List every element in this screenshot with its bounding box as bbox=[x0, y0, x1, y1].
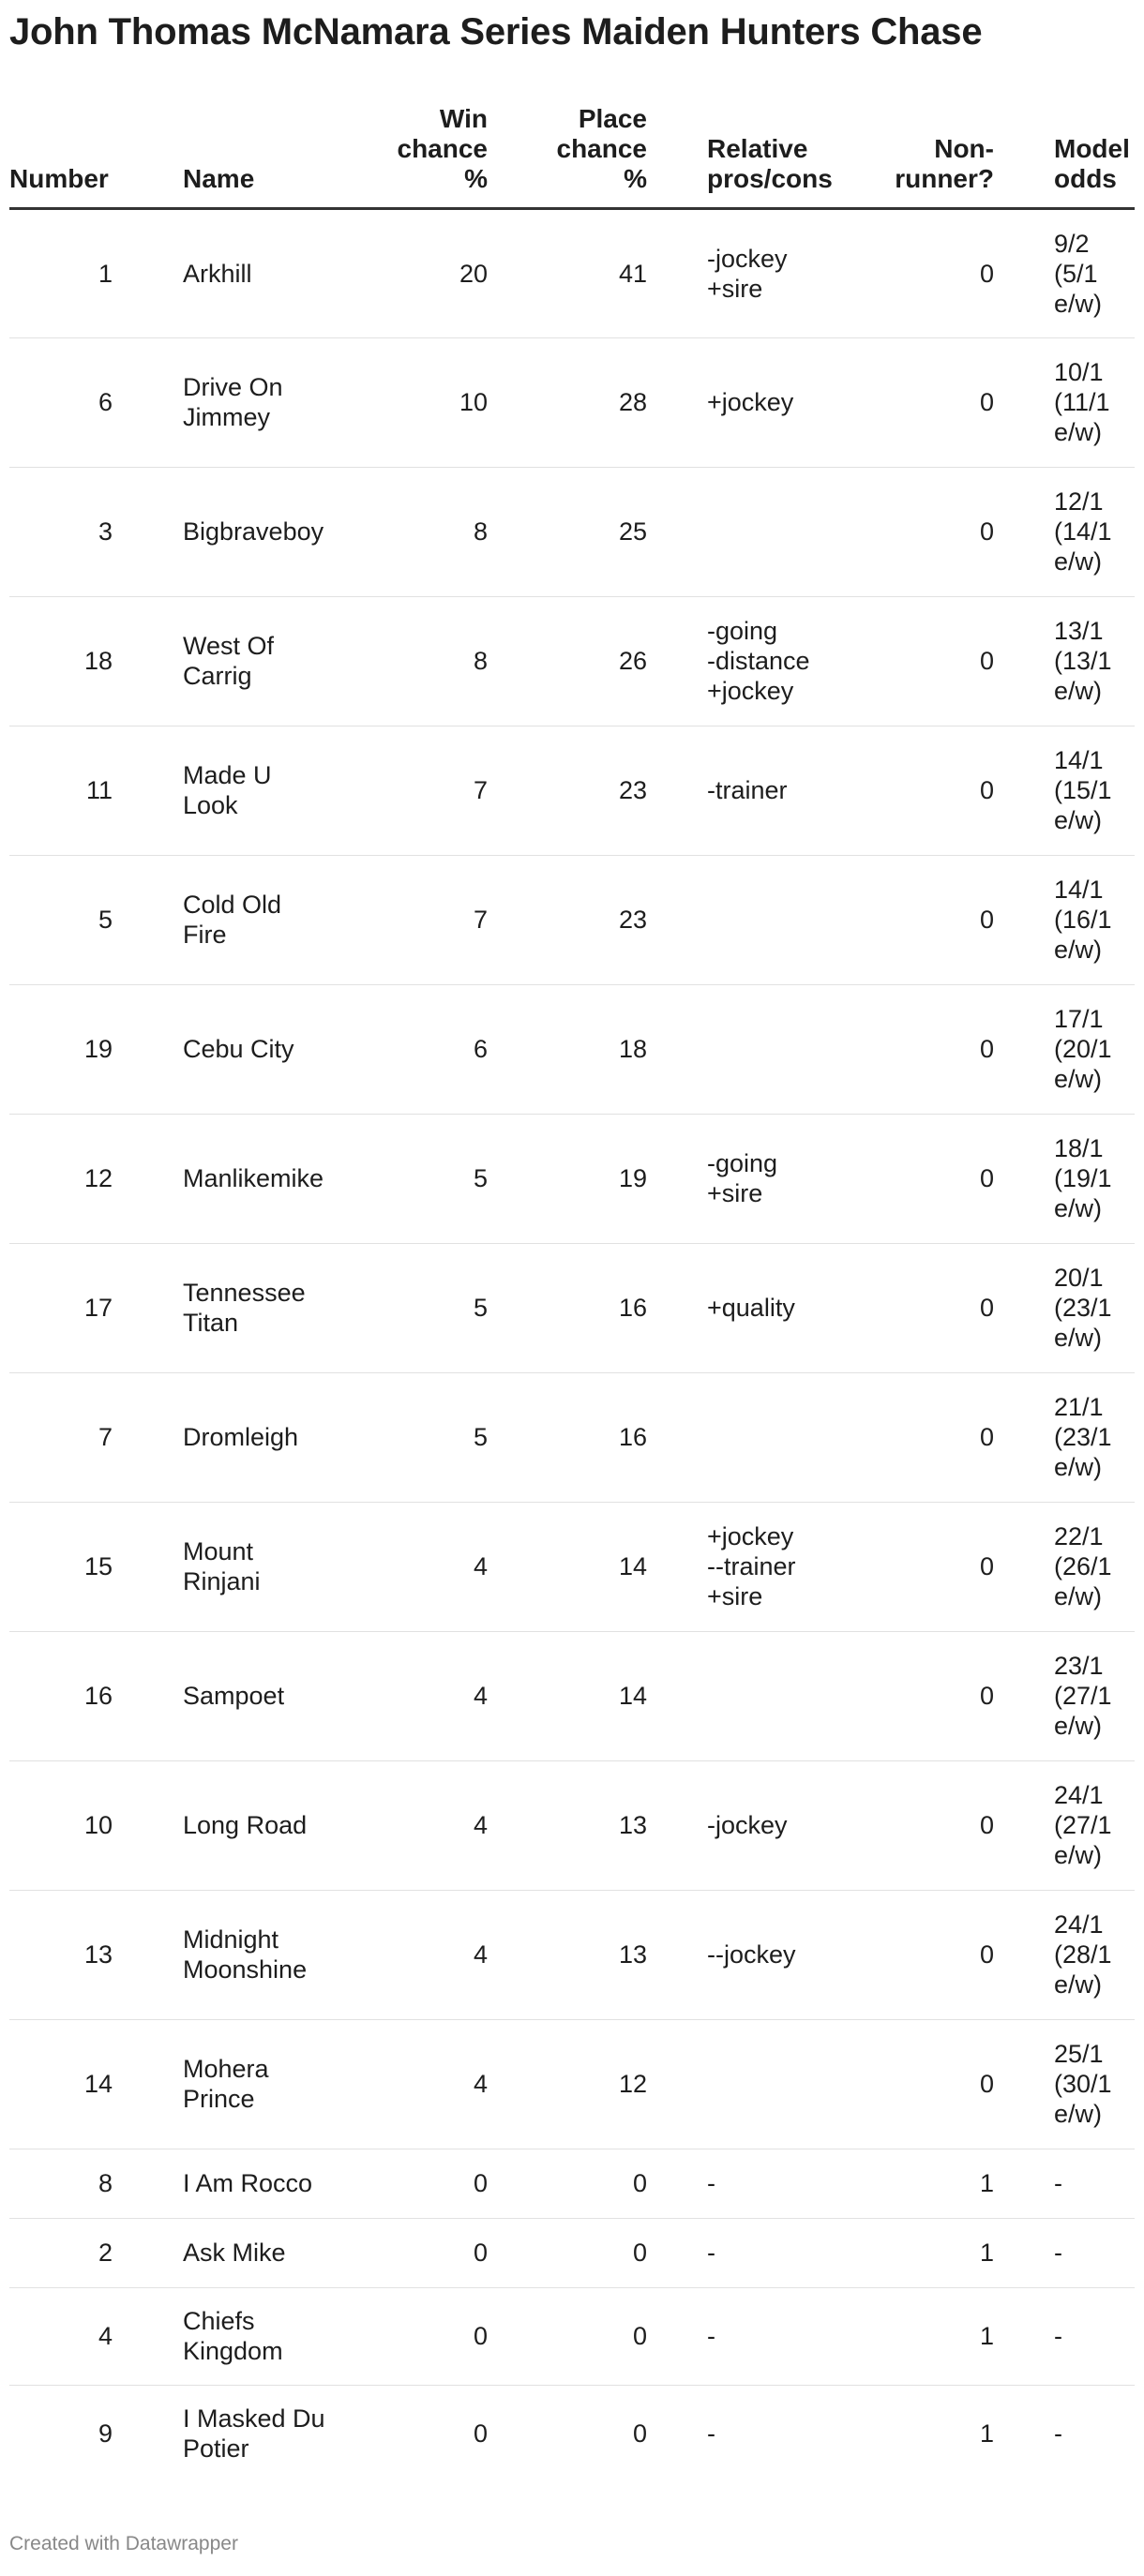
cell-non-runner-text: 0 bbox=[979, 1682, 994, 1710]
cell-model-odds bbox=[994, 1760, 1135, 1890]
cell-win-chance-text: 5 bbox=[473, 1164, 488, 1192]
cell-win-chance-text: 7 bbox=[473, 776, 488, 804]
cell-win-chance-text: 0 bbox=[473, 2169, 488, 2197]
cell-model-odds-text: 9/2 (5/1 e/w) bbox=[1054, 229, 1103, 318]
cell-place-chance-text: 26 bbox=[618, 647, 647, 675]
cell-name bbox=[122, 984, 328, 1114]
cell-number-text: 16 bbox=[83, 1682, 113, 1710]
cell-number-text: 8 bbox=[98, 2169, 113, 2197]
cell-non-runner-text: 0 bbox=[979, 1552, 994, 1580]
table-row bbox=[9, 1760, 1135, 1890]
cell-place-chance bbox=[488, 2218, 647, 2287]
cell-model-odds bbox=[994, 337, 1135, 467]
table-row bbox=[9, 1890, 1135, 2019]
cell-number-text: 18 bbox=[83, 647, 113, 675]
cell-place-chance bbox=[488, 337, 647, 467]
cell-win-chance bbox=[328, 1114, 488, 1243]
cell-pros-cons-text: -jockey bbox=[707, 1811, 788, 1839]
cell-model-odds bbox=[994, 596, 1135, 726]
table-row bbox=[9, 726, 1135, 855]
table-row bbox=[9, 1372, 1135, 1502]
cell-pros-cons bbox=[647, 1631, 844, 1760]
cell-number bbox=[9, 1890, 122, 2019]
table-row bbox=[9, 855, 1135, 984]
cell-name-text: Mohera Prince bbox=[183, 2055, 269, 2113]
cell-non-runner bbox=[844, 1631, 994, 1760]
cell-win-chance bbox=[328, 726, 488, 855]
cell-win-chance bbox=[328, 208, 488, 337]
cell-non-runner bbox=[844, 2218, 994, 2287]
cell-win-chance-text: 4 bbox=[473, 1552, 488, 1580]
cell-model-odds bbox=[994, 2218, 1135, 2287]
cell-non-runner bbox=[844, 1372, 994, 1502]
cell-win-chance-text: 4 bbox=[473, 2070, 488, 2098]
datawrapper-credit[interactable]: Created with Datawrapper bbox=[9, 2533, 238, 2554]
cell-name bbox=[122, 726, 328, 855]
cell-number-text: 6 bbox=[98, 388, 113, 416]
cell-non-runner-text: 0 bbox=[979, 1423, 994, 1451]
cell-place-chance-text: 19 bbox=[618, 1164, 647, 1192]
cell-pros-cons-text: +jockey bbox=[707, 388, 794, 416]
cell-number-text: 1 bbox=[98, 259, 113, 288]
cell-model-odds-text: - bbox=[1054, 2169, 1062, 2197]
cell-non-runner-text: 1 bbox=[979, 2419, 994, 2449]
cell-non-runner bbox=[844, 1243, 994, 1372]
cell-name bbox=[122, 1243, 328, 1372]
cell-model-odds bbox=[994, 984, 1135, 1114]
cell-place-chance-text: 25 bbox=[618, 517, 647, 546]
cell-model-odds bbox=[994, 1372, 1135, 1502]
cell-name-text: Ask Mike bbox=[183, 2239, 286, 2267]
cell-pros-cons bbox=[647, 1760, 844, 1890]
cell-non-runner bbox=[844, 726, 994, 855]
cell-pros-cons-text: - bbox=[707, 2239, 715, 2267]
cell-model-odds bbox=[994, 1890, 1135, 2019]
cell-model-odds-text: 17/1 (20/1 e/w) bbox=[1054, 1005, 1112, 1093]
cell-name-text: Drive On Jimmey bbox=[183, 373, 283, 431]
cell-number bbox=[9, 2287, 122, 2385]
cell-win-chance-text: 6 bbox=[473, 1035, 488, 1063]
cell-place-chance-text: 0 bbox=[632, 2239, 647, 2267]
cell-place-chance bbox=[488, 726, 647, 855]
cell-non-runner bbox=[844, 1114, 994, 1243]
cell-place-chance bbox=[488, 2385, 647, 2482]
cell-place-chance bbox=[488, 1114, 647, 1243]
cell-pros-cons-text: -going -distance +jockey bbox=[707, 617, 810, 705]
cell-name bbox=[122, 2287, 328, 2385]
cell-place-chance-text: 12 bbox=[618, 2070, 647, 2098]
cell-number-text: 7 bbox=[98, 1423, 113, 1451]
cell-pros-cons-text: +quality bbox=[707, 1294, 795, 1322]
cell-name-text: Cebu City bbox=[183, 1035, 294, 1063]
cell-number bbox=[9, 1760, 122, 1890]
cell-pros-cons-text: -going +sire bbox=[707, 1149, 778, 1207]
cell-name-text: Chiefs Kingdom bbox=[183, 2307, 283, 2365]
cell-model-odds-text: 23/1 (27/1 e/w) bbox=[1054, 1652, 1112, 1740]
cell-model-odds-text: 10/1 (11/1 e/w) bbox=[1054, 358, 1110, 446]
cell-name bbox=[122, 1631, 328, 1760]
cell-pros-cons bbox=[647, 2149, 844, 2218]
cell-non-runner-text: 0 bbox=[979, 1164, 994, 1192]
cell-pros-cons bbox=[647, 2287, 844, 2385]
header-row bbox=[9, 103, 1135, 208]
cell-pros-cons-text: +jockey --trainer +sire bbox=[707, 1522, 796, 1610]
table-row bbox=[9, 337, 1135, 467]
cell-number bbox=[9, 855, 122, 984]
cell-non-runner bbox=[844, 2149, 994, 2218]
cell-non-runner-text: 0 bbox=[979, 259, 994, 288]
cell-model-odds bbox=[994, 855, 1135, 984]
runners-table bbox=[9, 103, 1135, 2482]
table-row bbox=[9, 1114, 1135, 1243]
cell-model-odds-text: 18/1 (19/1 e/w) bbox=[1054, 1134, 1112, 1222]
cell-name bbox=[122, 1502, 328, 1631]
cell-model-odds-text: - bbox=[1054, 2239, 1062, 2267]
cell-place-chance bbox=[488, 467, 647, 596]
cell-win-chance bbox=[328, 337, 488, 467]
cell-non-runner-text: 0 bbox=[979, 1035, 994, 1063]
cell-pros-cons bbox=[647, 1243, 844, 1372]
table-row bbox=[9, 2149, 1135, 2218]
cell-win-chance bbox=[328, 2149, 488, 2218]
cell-win-chance bbox=[328, 467, 488, 596]
cell-model-odds-text: 21/1 (23/1 e/w) bbox=[1054, 1393, 1112, 1481]
table-row bbox=[9, 2287, 1135, 2385]
cell-number-text: 12 bbox=[83, 1164, 113, 1192]
cell-non-runner-text: 1 bbox=[979, 2169, 994, 2197]
cell-place-chance-text: 0 bbox=[632, 2322, 647, 2350]
cell-win-chance-text: 20 bbox=[459, 259, 488, 288]
cell-non-runner bbox=[844, 1502, 994, 1631]
cell-model-odds-text: 13/1 (13/1 e/w) bbox=[1054, 617, 1112, 705]
cell-win-chance bbox=[328, 1243, 488, 1372]
cell-non-runner-text: 1 bbox=[979, 2239, 994, 2267]
cell-pros-cons bbox=[647, 984, 844, 1114]
cell-model-odds bbox=[994, 1631, 1135, 1760]
cell-model-odds-text: 12/1 (14/1 e/w) bbox=[1054, 487, 1112, 576]
cell-win-chance-text: 8 bbox=[473, 517, 488, 546]
cell-name-text: I Am Rocco bbox=[183, 2169, 313, 2197]
cell-win-chance bbox=[328, 984, 488, 1114]
cell-non-runner-text: 0 bbox=[979, 2070, 994, 2098]
cell-win-chance-text: 5 bbox=[473, 1294, 488, 1322]
cell-non-runner-text: 0 bbox=[979, 1811, 994, 1839]
cell-model-odds-text: 14/1 (15/1 e/w) bbox=[1054, 746, 1112, 834]
cell-number bbox=[9, 726, 122, 855]
cell-pros-cons-text: --jockey bbox=[707, 1940, 796, 1969]
cell-win-chance-text: 5 bbox=[473, 1423, 488, 1451]
cell-pros-cons-text: - bbox=[707, 2322, 715, 2350]
cell-model-odds bbox=[994, 2149, 1135, 2218]
cell-number-text: 5 bbox=[98, 906, 113, 934]
cell-place-chance-text: 0 bbox=[632, 2419, 647, 2449]
cell-place-chance-text: 18 bbox=[618, 1035, 647, 1063]
cell-place-chance-text: 0 bbox=[632, 2169, 647, 2197]
cell-place-chance-text: 13 bbox=[618, 1811, 647, 1839]
cell-win-chance bbox=[328, 1760, 488, 1890]
cell-win-chance bbox=[328, 1502, 488, 1631]
cell-non-runner-text: 0 bbox=[979, 388, 994, 416]
cell-model-odds-text: - bbox=[1054, 2419, 1062, 2449]
cell-pros-cons bbox=[647, 1502, 844, 1631]
cell-place-chance-text: 23 bbox=[618, 906, 647, 934]
cell-name bbox=[122, 2149, 328, 2218]
cell-win-chance-text: 4 bbox=[473, 1682, 488, 1710]
cell-non-runner bbox=[844, 2019, 994, 2149]
cell-name bbox=[122, 2019, 328, 2149]
cell-model-odds bbox=[994, 2019, 1135, 2149]
cell-place-chance bbox=[488, 208, 647, 337]
cell-name bbox=[122, 208, 328, 337]
cell-pros-cons bbox=[647, 467, 844, 596]
cell-model-odds bbox=[994, 726, 1135, 855]
cell-name-text: Arkhill bbox=[183, 259, 252, 288]
cell-number bbox=[9, 2149, 122, 2218]
cell-number bbox=[9, 1372, 122, 1502]
cell-number bbox=[9, 984, 122, 1114]
cell-name-text: Midnight Moonshine bbox=[183, 1925, 308, 1984]
cell-model-odds bbox=[994, 208, 1135, 337]
cell-win-chance bbox=[328, 1372, 488, 1502]
cell-pros-cons-text: -trainer bbox=[707, 776, 788, 804]
cell-win-chance-text: 8 bbox=[473, 647, 488, 675]
cell-number-text: 15 bbox=[83, 1552, 113, 1580]
cell-place-chance bbox=[488, 984, 647, 1114]
cell-place-chance bbox=[488, 2287, 647, 2385]
cell-pros-cons bbox=[647, 208, 844, 337]
cell-non-runner bbox=[844, 2385, 994, 2482]
cell-win-chance-text: 4 bbox=[473, 1811, 488, 1839]
cell-number bbox=[9, 208, 122, 337]
column-header-win-chance[interactable]: Win chance % bbox=[328, 103, 488, 208]
cell-number-text: 14 bbox=[83, 2070, 113, 2098]
cell-pros-cons bbox=[647, 596, 844, 726]
cell-name-text: Tennessee Titan bbox=[183, 1279, 306, 1337]
cell-place-chance bbox=[488, 1243, 647, 1372]
cell-non-runner-text: 0 bbox=[979, 906, 994, 934]
cell-non-runner-text: 0 bbox=[979, 1940, 994, 1969]
cell-win-chance-text: 0 bbox=[473, 2239, 488, 2267]
cell-pros-cons-text: -jockey +sire bbox=[707, 244, 788, 303]
table-row bbox=[9, 208, 1135, 337]
cell-model-odds-text: 20/1 (23/1 e/w) bbox=[1054, 1264, 1112, 1352]
table-row bbox=[9, 2385, 1135, 2482]
cell-pros-cons-text: - bbox=[707, 2169, 715, 2197]
cell-place-chance-text: 16 bbox=[618, 1294, 647, 1322]
cell-name bbox=[122, 1114, 328, 1243]
cell-number bbox=[9, 1243, 122, 1372]
cell-name bbox=[122, 1760, 328, 1890]
cell-model-odds-text: 14/1 (16/1 e/w) bbox=[1054, 876, 1112, 964]
cell-non-runner-text: 0 bbox=[979, 517, 994, 546]
table-row bbox=[9, 2218, 1135, 2287]
cell-non-runner bbox=[844, 208, 994, 337]
cell-number-text: 9 bbox=[98, 2419, 113, 2449]
table-row bbox=[9, 467, 1135, 596]
cell-non-runner bbox=[844, 2287, 994, 2385]
cell-name-text: Manlikemike bbox=[183, 1164, 324, 1192]
table-row bbox=[9, 2019, 1135, 2149]
cell-pros-cons-text: - bbox=[707, 2419, 715, 2449]
table-row bbox=[9, 596, 1135, 726]
cell-win-chance bbox=[328, 2019, 488, 2149]
cell-place-chance bbox=[488, 1890, 647, 2019]
cell-non-runner bbox=[844, 337, 994, 467]
cell-number bbox=[9, 2019, 122, 2149]
cell-number bbox=[9, 2218, 122, 2287]
cell-model-odds bbox=[994, 1502, 1135, 1631]
column-header-number[interactable]: Number bbox=[9, 103, 122, 208]
cell-pros-cons bbox=[647, 2218, 844, 2287]
table-row bbox=[9, 1631, 1135, 1760]
cell-place-chance-text: 41 bbox=[618, 259, 647, 288]
cell-name-text: I Masked Du Potier bbox=[183, 2404, 325, 2464]
cell-place-chance bbox=[488, 1372, 647, 1502]
cell-number-text: 19 bbox=[83, 1035, 113, 1063]
cell-name-text: Sampoet bbox=[183, 1682, 285, 1710]
cell-number-text: 13 bbox=[83, 1940, 113, 1969]
cell-place-chance bbox=[488, 1502, 647, 1631]
cell-number bbox=[9, 467, 122, 596]
cell-name-text: Dromleigh bbox=[183, 1423, 299, 1451]
table-row bbox=[9, 1502, 1135, 1631]
cell-name bbox=[122, 1890, 328, 2019]
cell-model-odds bbox=[994, 1114, 1135, 1243]
cell-win-chance bbox=[328, 1890, 488, 2019]
cell-number-text: 3 bbox=[98, 517, 113, 546]
cell-name bbox=[122, 855, 328, 984]
cell-non-runner bbox=[844, 855, 994, 984]
cell-place-chance bbox=[488, 2149, 647, 2218]
cell-name bbox=[122, 2385, 328, 2482]
cell-place-chance-text: 13 bbox=[618, 1940, 647, 1969]
cell-name bbox=[122, 337, 328, 467]
cell-number bbox=[9, 596, 122, 726]
cell-number-text: 4 bbox=[98, 2322, 113, 2350]
cell-non-runner bbox=[844, 467, 994, 596]
cell-win-chance bbox=[328, 596, 488, 726]
cell-pros-cons bbox=[647, 1890, 844, 2019]
cell-pros-cons bbox=[647, 2019, 844, 2149]
table-body bbox=[9, 208, 1135, 2482]
cell-name-text: Bigbraveboy bbox=[183, 517, 324, 546]
cell-pros-cons bbox=[647, 337, 844, 467]
column-header-pros-cons[interactable]: Relative pros/cons bbox=[647, 103, 844, 208]
cell-place-chance bbox=[488, 1631, 647, 1760]
cell-place-chance-text: 16 bbox=[618, 1423, 647, 1451]
cell-model-odds bbox=[994, 2385, 1135, 2482]
cell-place-chance-text: 14 bbox=[618, 1682, 647, 1710]
cell-name bbox=[122, 1372, 328, 1502]
cell-win-chance-text: 0 bbox=[473, 2322, 488, 2350]
cell-model-odds-text: - bbox=[1054, 2322, 1062, 2350]
cell-place-chance bbox=[488, 1760, 647, 1890]
cell-non-runner-text: 0 bbox=[979, 1294, 994, 1322]
column-header-non-runner[interactable]: Non- runner? bbox=[844, 103, 994, 208]
cell-non-runner bbox=[844, 984, 994, 1114]
cell-name-text: West Of Carrig bbox=[183, 632, 275, 690]
table-row bbox=[9, 1243, 1135, 1372]
column-header-model-odds[interactable]: Model odds bbox=[994, 103, 1135, 208]
cell-win-chance-text: 4 bbox=[473, 1940, 488, 1969]
cell-place-chance-text: 14 bbox=[618, 1552, 647, 1580]
column-header-place-chance[interactable]: Place chance % bbox=[488, 103, 647, 208]
cell-number bbox=[9, 1631, 122, 1760]
cell-pros-cons bbox=[647, 726, 844, 855]
cell-win-chance bbox=[328, 2287, 488, 2385]
cell-name bbox=[122, 596, 328, 726]
cell-non-runner-text: 0 bbox=[979, 776, 994, 804]
cell-model-odds bbox=[994, 1243, 1135, 1372]
cell-model-odds bbox=[994, 467, 1135, 596]
cell-number-text: 17 bbox=[83, 1294, 113, 1322]
cell-pros-cons bbox=[647, 855, 844, 984]
cell-number bbox=[9, 1114, 122, 1243]
cell-model-odds-text: 25/1 (30/1 e/w) bbox=[1054, 2040, 1112, 2128]
cell-name-text: Long Road bbox=[183, 1811, 308, 1839]
cell-pros-cons bbox=[647, 1114, 844, 1243]
chart-title: John Thomas McNamara Series Maiden Hunters Chase bbox=[9, 11, 983, 52]
cell-number bbox=[9, 2385, 122, 2482]
cell-model-odds-text: 24/1 (27/1 e/w) bbox=[1054, 1781, 1112, 1869]
table-row bbox=[9, 984, 1135, 1114]
cell-pros-cons bbox=[647, 1372, 844, 1502]
cell-name-text: Cold Old Fire bbox=[183, 891, 282, 949]
cell-win-chance-text: 0 bbox=[473, 2419, 488, 2449]
cell-model-odds-text: 22/1 (26/1 e/w) bbox=[1054, 1522, 1112, 1610]
cell-win-chance-text: 7 bbox=[473, 906, 488, 934]
cell-non-runner-text: 0 bbox=[979, 647, 994, 675]
cell-model-odds bbox=[994, 2287, 1135, 2385]
cell-place-chance bbox=[488, 596, 647, 726]
cell-non-runner bbox=[844, 596, 994, 726]
cell-model-odds-text: 24/1 (28/1 e/w) bbox=[1054, 1910, 1112, 1999]
cell-name bbox=[122, 2218, 328, 2287]
cell-pros-cons bbox=[647, 2385, 844, 2482]
cell-number bbox=[9, 1502, 122, 1631]
cell-number bbox=[9, 337, 122, 467]
cell-win-chance bbox=[328, 855, 488, 984]
cell-name-text: Made U Look bbox=[183, 761, 272, 819]
cell-number-text: 11 bbox=[85, 776, 113, 804]
cell-number-text: 10 bbox=[83, 1811, 113, 1839]
cell-place-chance bbox=[488, 2019, 647, 2149]
cell-win-chance bbox=[328, 1631, 488, 1760]
cell-win-chance-text: 10 bbox=[459, 388, 488, 416]
cell-number-text: 2 bbox=[98, 2239, 113, 2267]
column-header-name[interactable]: Name bbox=[122, 103, 328, 208]
cell-non-runner bbox=[844, 1890, 994, 2019]
cell-name bbox=[122, 467, 328, 596]
cell-place-chance bbox=[488, 855, 647, 984]
cell-win-chance bbox=[328, 2218, 488, 2287]
cell-non-runner-text: 1 bbox=[979, 2322, 994, 2350]
cell-name-text: Mount Rinjani bbox=[183, 1537, 261, 1595]
cell-non-runner bbox=[844, 1760, 994, 1890]
cell-place-chance-text: 23 bbox=[618, 776, 647, 804]
chart-page bbox=[9, 0, 1135, 2554]
cell-win-chance bbox=[328, 2385, 488, 2482]
cell-place-chance-text: 28 bbox=[618, 388, 647, 416]
